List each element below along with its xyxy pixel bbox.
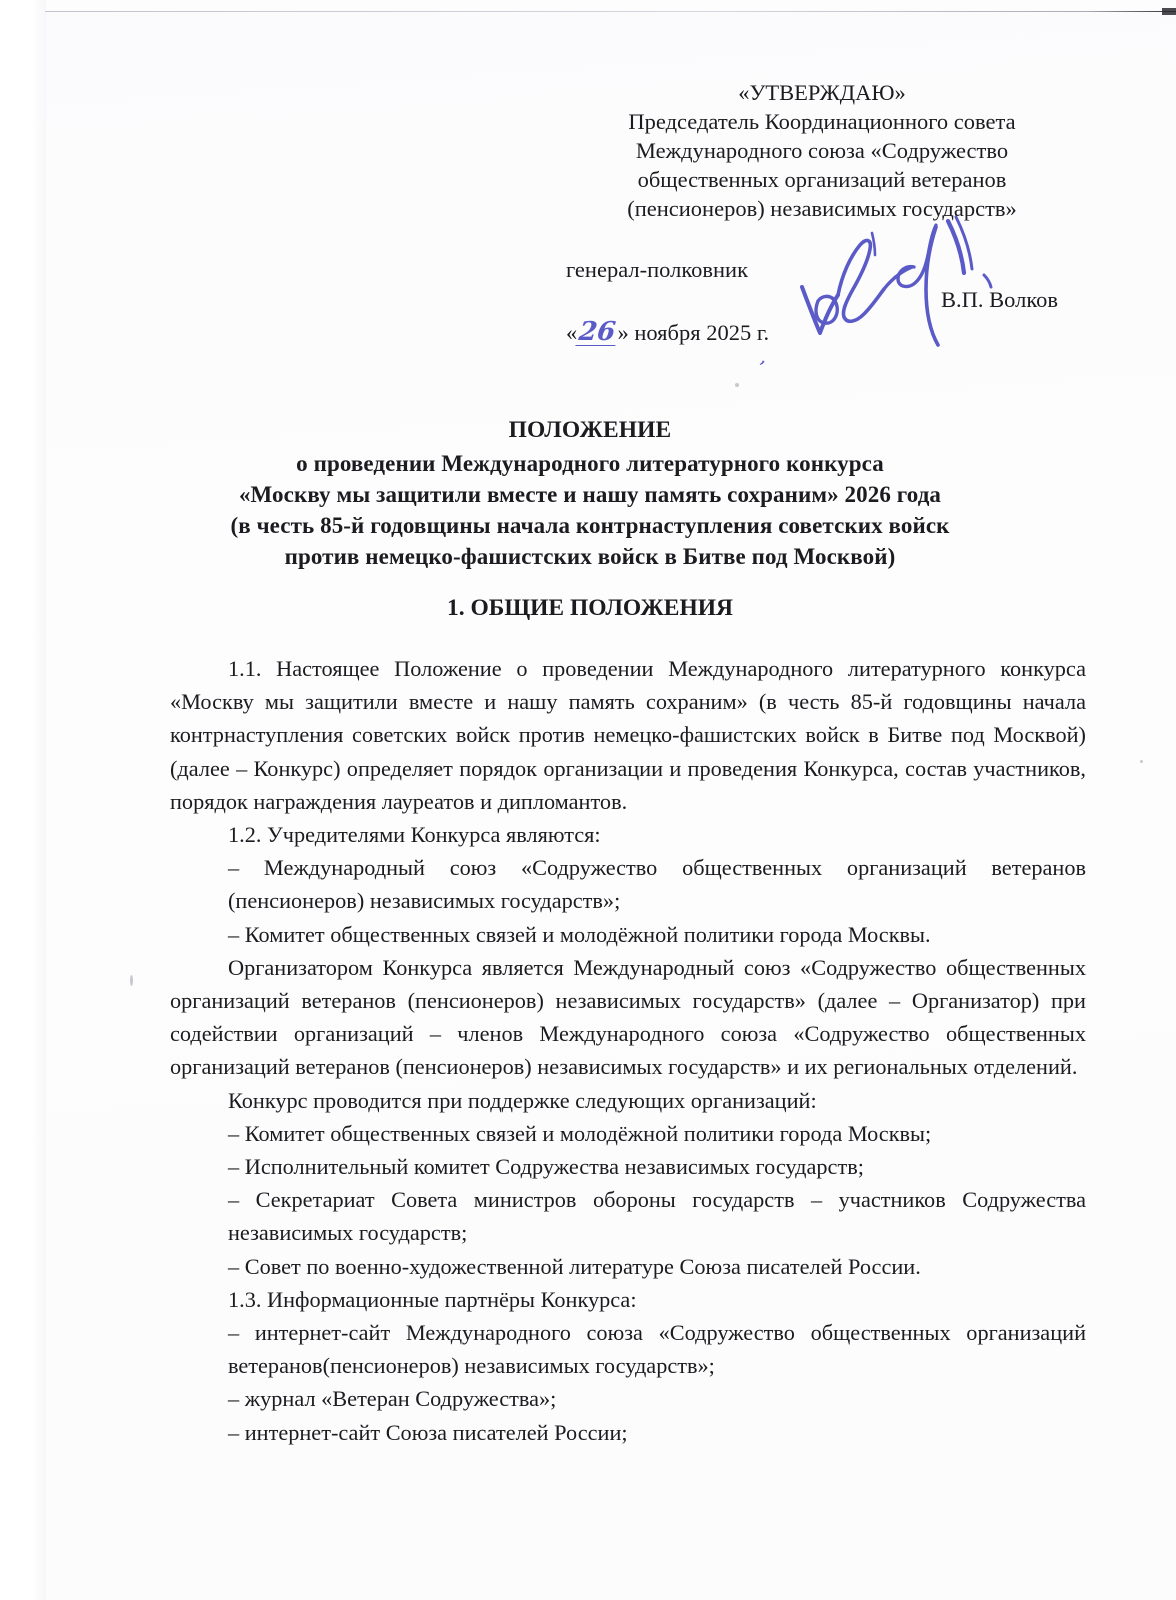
approval-line-3: общественных организаций ветеранов: [637, 167, 1007, 192]
supporter-item: – Секретариат Совета министров обороны государств – участников Содружества независимых государств;: [228, 1187, 1086, 1246]
approval-date: [566, 317, 770, 347]
title-line-2: «Москву мы защитили вместе и нашу память сохраним» 2026 года: [238, 482, 942, 507]
document-title-block: [90, 415, 1090, 572]
approval-heading: «УТВЕРЖДАЮ»: [738, 80, 906, 105]
founder-item: – Международный союз «Содружество общественных организаций ветеранов (пенсионеров) независимых государств»;: [228, 855, 1086, 914]
approval-line-2: Международного союза «Содружество: [635, 138, 1009, 163]
approval-line-4: (пенсионеров) независимых государств»: [627, 196, 1017, 221]
scan-left-margin: [0, 0, 46, 1600]
supporter-item: – Совет по военно-художественной литературе Союза писателей России.: [228, 1253, 921, 1279]
paragraph-1-1: 1.1. Настоящее Положение о проведении Международного литературного конкурса «Москву мы защитили вместе и нашу память сохраним» (в честь 85-й годовщины начала контрнаступления советских войск против немецко-фашистских войск в Битве под Москвой) (далее – Конкурс) определяет порядок организации и проведения Конкурса, состав участников, порядок награждения лауреатов и дипломантов.: [170, 656, 1086, 814]
paragraph-organizer: Организатором Конкурса является Международный союз «Содружество общественных организаций ветеранов (пенсионеров) независимых государств» (далее – Организатор) при содействии организаций – членов Международного союза «Содружество общественных организаций ветеранов (пенсионеров) независимых государств» и их региональных отделений.: [170, 954, 1086, 1080]
scan-corner-artifact: [1162, 8, 1176, 15]
title-line-3: (в честь 85-й годовщины начала контрнаступления советских войск: [230, 513, 950, 538]
title-line-1: о проведении Международного литературного конкурса: [296, 451, 884, 476]
approval-line-1: Председатель Координационного совета: [628, 109, 1016, 134]
paragraph-1-3: 1.3. Информационные партнёры Конкурса:: [228, 1286, 637, 1312]
supporter-item: – Комитет общественных связей и молодёжной политики города Москвы;: [228, 1120, 932, 1146]
signer-name: В.П. Волков: [941, 287, 1058, 312]
document-body: [170, 652, 1086, 1449]
paragraph-support-intro: Конкурс проводится при поддержке следующих организаций:: [228, 1087, 817, 1113]
approval-block: [566, 78, 1078, 223]
section-heading: 1. ОБЩИЕ ПОЛОЖЕНИЯ: [447, 595, 733, 621]
partner-item: – интернет-сайт Союза писателей России;: [228, 1419, 628, 1445]
title-line-4: против немецко-фашистских войск в Битве под Москвой): [284, 544, 896, 569]
partner-item: – интернет-сайт Международного союза «Содружество общественных организаций ветеранов(пенсионеров) независимых государств»;: [228, 1320, 1086, 1379]
scan-top-edge-line: [45, 11, 1176, 12]
signature-tick: ,: [758, 343, 772, 369]
title-heading: ПОЛОЖЕНИЕ: [508, 417, 672, 443]
founder-item: – Комитет общественных связей и молодёжной политики города Москвы.: [228, 921, 931, 947]
scan-speck: [735, 383, 739, 387]
signer-rank: генерал-полковник: [566, 257, 748, 282]
partner-item: – журнал «Ветеран Содружества»;: [228, 1386, 557, 1412]
scan-speck: [1140, 760, 1143, 763]
date-rest: » ноября 2025 г.: [617, 320, 770, 345]
supporter-item: – Исполнительный комитет Содружества независимых государств;: [228, 1154, 864, 1180]
paragraph-1-2: 1.2. Учредителями Конкурса являются:: [228, 822, 601, 848]
date-quote-open: «: [566, 320, 578, 345]
scan-speck: [130, 975, 133, 986]
handwritten-day: 26: [577, 317, 618, 347]
